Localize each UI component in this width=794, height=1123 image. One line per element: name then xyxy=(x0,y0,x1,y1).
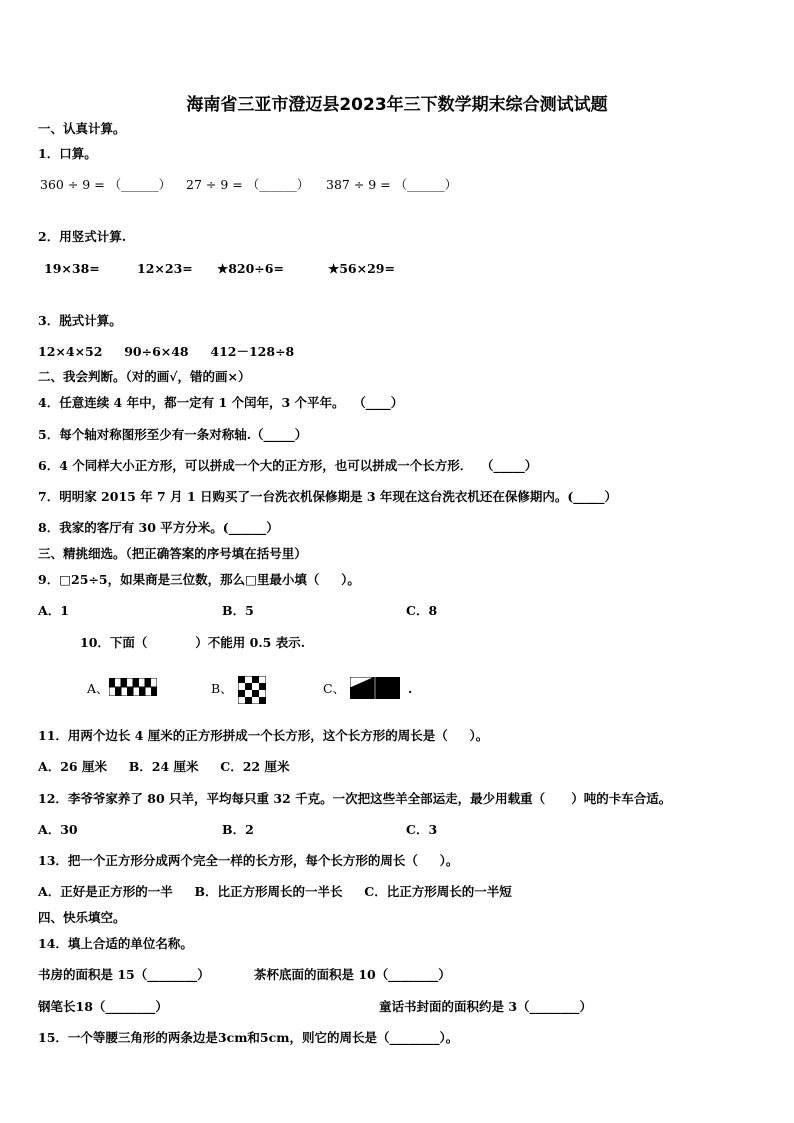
vertical-calc-item-2: 12×23= xyxy=(137,261,193,276)
question-6: 6．4 个同样大小正方形，可以拼成一个大的正方形，也可以拼成一个长方形． （_____） xyxy=(38,458,538,473)
question-1-title: 1．口算。 xyxy=(38,146,97,161)
question-12-option-c: C．3 xyxy=(406,822,438,837)
question-4: 4．任意连续 4 年中，都一定有 1 个闰年，3 个平年。 （____） xyxy=(38,395,404,410)
option-c-diagonal-figure xyxy=(350,677,400,699)
question-9-stem: 9．□25÷5，如果商是三位数，那么□里最小填（ ）。 xyxy=(38,572,360,587)
question-10-end-mark: . xyxy=(408,681,413,696)
oral-calc-item-3: 387 ÷ 9 = （______） xyxy=(326,177,458,192)
question-11-stem: 11．用两个边长 4 厘米的正方形拼成一个长方形，这个长方形的周长是（ ）。 xyxy=(38,728,489,743)
question-9-option-c: C．8 xyxy=(406,603,438,618)
option-a-grid-figure xyxy=(109,678,157,696)
question-10-label-c: C、 xyxy=(323,681,346,696)
question-11-options: A．26 厘米 B．24 厘米 C．22 厘米 xyxy=(38,759,290,774)
question-12-option-a: A．30 xyxy=(38,822,78,837)
section-1-heading: 一、认真计算。 xyxy=(38,121,126,136)
vertical-calc-item-4: ★56×29= xyxy=(328,261,395,276)
vertical-calc-item-3: ★820÷6= xyxy=(217,261,284,276)
oral-calc-item-1: 360 ÷ 9 = （______） xyxy=(40,177,172,192)
fill-blank-study-area: 书房的面积是 15（________） xyxy=(38,967,210,982)
section-3-heading: 三、精挑细选。（把正确答案的序号填在括号里） xyxy=(38,546,307,561)
question-13-stem: 13．把一个正方形分成两个完全一样的长方形，每个长方形的周长（ ）。 xyxy=(38,853,459,868)
question-9-option-a: A．1 xyxy=(38,603,69,618)
question-12-stem: 12．李爷爷家养了 80 只羊，平均每只重 32 千克。一次把这些羊全部运走，最少用载重（ ）吨的卡车合适。 xyxy=(38,791,672,806)
question-9-option-b: B．5 xyxy=(222,603,254,618)
fill-blank-book-cover: 童话书封面的面积约是 3（________） xyxy=(379,999,593,1014)
question-3-expressions: 12×4×52 90÷6×48 412－128÷8 xyxy=(38,344,295,359)
vertical-calc-item-1: 19×38= xyxy=(44,261,100,276)
question-8: 8．我家的客厅有 30 平方分米。(______） xyxy=(38,520,279,535)
question-13-options: A．正好是正方形的一半 B．比正方形周长的一半长 C．比正方形周长的一半短 xyxy=(38,884,512,899)
question-12-option-b: B．2 xyxy=(222,822,254,837)
question-7: 7．明明家 2015 年 7 月 1 日购买了一台洗衣机保修期是 3 年现在这台洗衣机还在保修期内。(_____） xyxy=(38,489,618,504)
question-10-label-b: B、 xyxy=(211,681,233,696)
question-15: 15．一个等腰三角形的两条边是3cm和5cm，则它的周长是（________）。 xyxy=(38,1030,459,1045)
oral-calc-item-2: 27 ÷ 9 = （______） xyxy=(186,177,310,192)
section-4-heading: 四、快乐填空。 xyxy=(38,910,126,925)
question-10-label-a: A、 xyxy=(87,681,109,696)
question-5: 5．每个轴对称图形至少有一条对称轴.（_____） xyxy=(38,427,308,442)
fill-blank-cup-bottom: 茶杯底面的面积是 10（________） xyxy=(254,967,451,982)
fill-blank-pen-length: 钢笔长18（________） xyxy=(38,999,168,1014)
section-2-heading: 二、我会判断。（对的画√，错的画×） xyxy=(38,369,251,384)
page-title: 海南省三亚市澄迈县2023年三下数学期末综合测试试题 xyxy=(186,95,608,115)
question-10-stem: 10．下面（ ）不能用 0.5 表示. xyxy=(80,635,306,650)
question-2-title: 2．用竖式计算. xyxy=(38,229,127,244)
option-b-checker-figure xyxy=(238,676,266,704)
question-3-title: 3．脱式计算。 xyxy=(38,313,122,328)
question-14-title: 14．填上合适的单位名称。 xyxy=(38,936,193,951)
